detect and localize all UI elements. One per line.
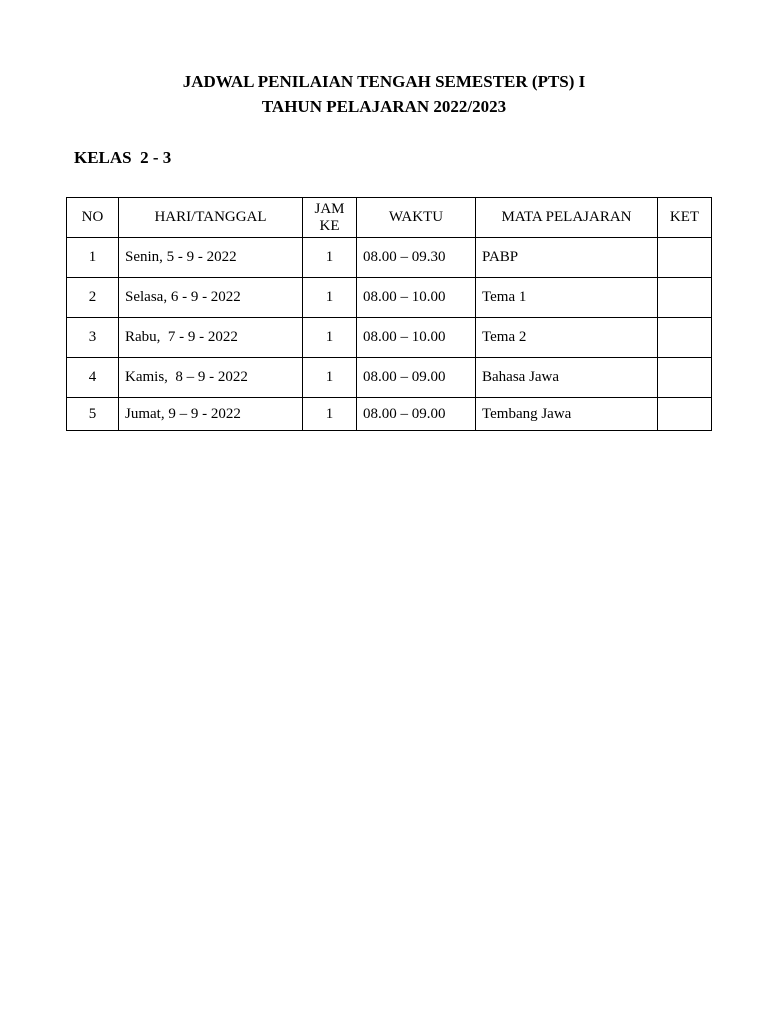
cell-mata-pelajaran: Tema 2: [476, 318, 658, 358]
cell-mata-pelajaran: Bahasa Jawa: [476, 358, 658, 398]
table-row: [67, 398, 712, 431]
table-header-row: [67, 198, 712, 238]
cell-waktu: 08.00 – 10.00: [357, 318, 476, 358]
cell-no: 1: [67, 238, 119, 278]
header-no: NO: [67, 198, 119, 238]
cell-mata-pelajaran: Tembang Jawa: [476, 398, 658, 431]
header-jam-ke-line2: KE: [319, 217, 340, 234]
cell-ket: [658, 318, 712, 358]
cell-jam-ke: 1: [303, 398, 357, 431]
schedule-table: [66, 197, 712, 431]
cell-waktu: 08.00 – 09.30: [357, 238, 476, 278]
table-row: [67, 238, 712, 278]
header-ket: KET: [658, 198, 712, 238]
cell-jam-ke: 1: [303, 318, 357, 358]
cell-jam-ke: 1: [303, 358, 357, 398]
table-row: [67, 318, 712, 358]
cell-ket: [658, 278, 712, 318]
cell-hari-tanggal: Senin, 5 - 9 - 2022: [119, 238, 303, 278]
cell-waktu: 08.00 – 09.00: [357, 398, 476, 431]
document-subtitle: TAHUN PELAJARAN 2022/2023: [261, 97, 507, 116]
cell-mata-pelajaran: Tema 1: [476, 278, 658, 318]
cell-hari-tanggal: Kamis, 8 – 9 - 2022: [119, 358, 303, 398]
header-waktu: WAKTU: [357, 198, 476, 238]
cell-jam-ke: 1: [303, 278, 357, 318]
cell-hari-tanggal: Selasa, 6 - 9 - 2022: [119, 278, 303, 318]
cell-waktu: 08.00 – 09.00: [357, 358, 476, 398]
header-hari-tanggal: HARI/TANGGAL: [119, 198, 303, 238]
cell-no: 3: [67, 318, 119, 358]
cell-hari-tanggal: Jumat, 9 – 9 - 2022: [119, 398, 303, 431]
cell-no: 2: [67, 278, 119, 318]
cell-waktu: 08.00 – 10.00: [357, 278, 476, 318]
table-row: [67, 278, 712, 318]
header-jam-ke: [303, 198, 357, 238]
cell-ket: [658, 398, 712, 431]
class-label: KELAS 2 - 3: [74, 148, 172, 167]
table-row: [67, 358, 712, 398]
cell-no: 5: [67, 398, 119, 431]
header-jam-ke-line1: JAM: [314, 200, 345, 217]
cell-ket: [658, 238, 712, 278]
cell-mata-pelajaran: PABP: [476, 238, 658, 278]
cell-no: 4: [67, 358, 119, 398]
cell-jam-ke: 1: [303, 238, 357, 278]
cell-hari-tanggal: Rabu, 7 - 9 - 2022: [119, 318, 303, 358]
cell-ket: [658, 358, 712, 398]
document-title: JADWAL PENILAIAN TENGAH SEMESTER (PTS) I: [182, 72, 586, 91]
header-mata-pelajaran: MATA PELAJARAN: [476, 198, 658, 238]
